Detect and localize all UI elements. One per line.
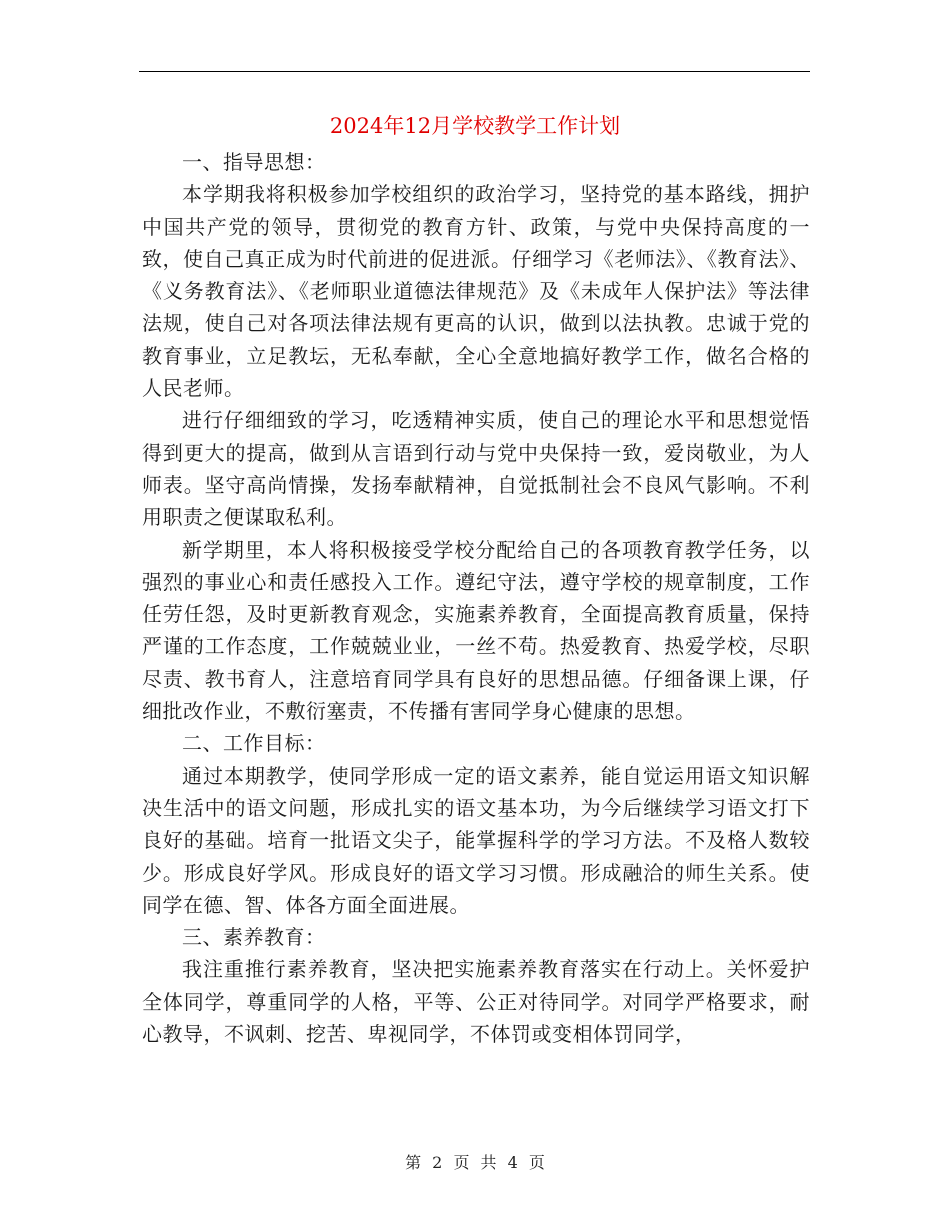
document-body bbox=[142, 146, 810, 1050]
paragraph: 通过本期教学，使同学形成一定的语文素养，能自觉运用语文知识解决生活中的语文问题，形成扎实的语文基本功，为今后继续学习语文打下良好的基础。培育一批语文尖子，能掌握科学的学习方法。不及格人数较少。形成良好学风。形成良好的语文学习习惯。形成融洽的师生关系。使同学在德、智、体各方面全面进展。 bbox=[142, 763, 810, 917]
section-heading-1: 一、指导思想： bbox=[182, 150, 326, 174]
paragraph: 我注重推行素养教育，坚决把实施素养教育落实在行动上。关怀爱护全体同学，尊重同学的人格，平等、公正对待同学。对同学严格要求，耐心教导，不讽刺、挖苦、卑视同学，不体罚或变相体罚同学， bbox=[142, 957, 810, 1047]
paragraph: 进行仔细细致的学习，吃透精神实质，使自己的理论水平和思想觉悟得到更大的提高，做到从言语到行动与党中央保持一致，爱岗敬业，为人师表。坚守高尚情操，发扬奉献精神，自觉抵制社会不良风气影响。不利用职责之便谋取私利。 bbox=[142, 408, 810, 530]
header-rule bbox=[139, 71, 810, 72]
page-footer: 第 2 页 共 4 页 bbox=[405, 1153, 545, 1172]
paragraph: 新学期里，本人将积极接受学校分配给自己的各项教育教学任务，以强烈的事业心和责任感投入工作。遵纪守法，遵守学校的规章制度，工作任劳任怨，及时更新教育观念，实施素养教育，全面提高教育质量，保持严谨的工作态度，工作兢兢业业，一丝不苟。热爱教育、热爱学校，尽职尽责、教书育人，注意培育同学具有良好的思想品德。仔细备课上课，仔细批改作业，不敷衍塞责，不传播有害同学身心健康的思想。 bbox=[142, 537, 810, 724]
document-title: 2024年12月学校教学工作计划 bbox=[329, 114, 621, 138]
paragraph: 本学期我将积极参加学校组织的政治学习，坚持党的基本路线，拥护中国共产党的领导，贯彻党的教育方针、政策，与党中央保持高度的一致，使自己真正成为时代前进的促进派。仔细学习《老师法》、《教育法》、《义务教育法》、《老师职业道德法律规范》及《未成年人保护法》等法律法规，使自己对各项法律法规有更高的认识，做到以法执教。忠诚于党的教育事业，立足教坛，无私奉献，全心全意地搞好教学工作，做名合格的人民老师。 bbox=[142, 182, 810, 401]
section-heading-3: 三、素养教育： bbox=[182, 925, 326, 950]
section-heading-2: 二、工作目标： bbox=[182, 731, 326, 756]
